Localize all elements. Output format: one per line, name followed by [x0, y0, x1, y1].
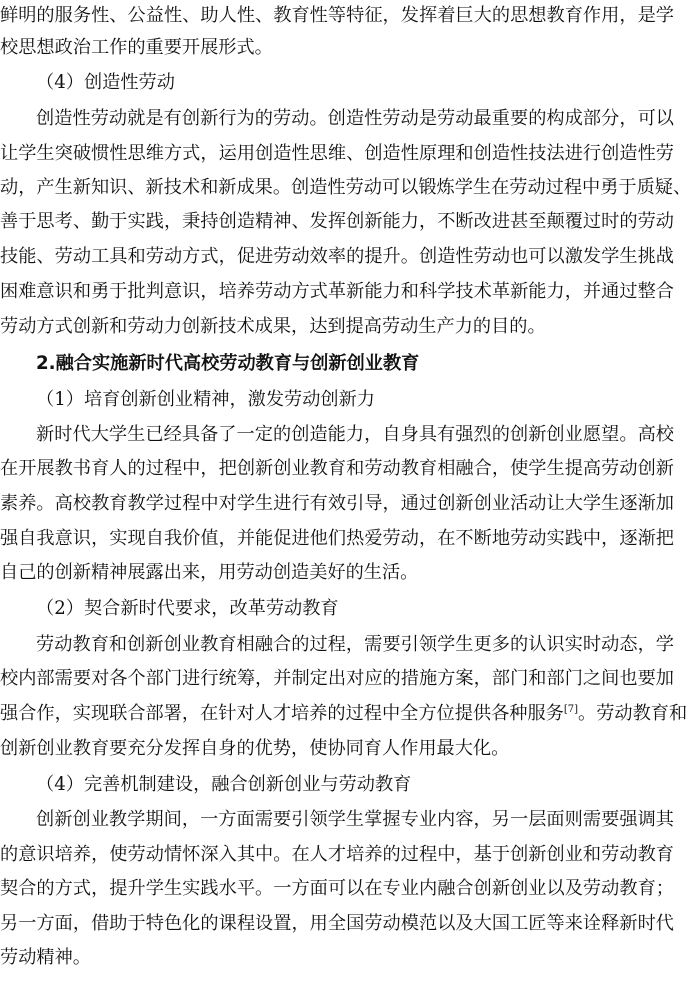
paragraph-line: 在开展教书育人的过程中，把创新创业教育和劳动教育相融合，使学生提高劳动创新 — [0, 458, 674, 479]
paragraph-line: 素养。高校教育教学过程中对学生进行有效引导，通过创新创业活动让大学生逐渐加 — [0, 493, 674, 514]
paragraph-line: 劳动方式创新和劳动力创新技术成果，达到提高劳动生产力的目的。 — [0, 316, 546, 337]
paragraph-line: 劳动精神。 — [0, 947, 91, 968]
paragraph-line: 劳动教育和创新创业教育相融合的过程，需要引领学生更多的认识实时动态，学 — [36, 634, 674, 655]
paragraph-line: 新时代大学生已经具备了一定的创造能力，自身具有强烈的创新创业愿望。高校 — [36, 424, 674, 445]
paragraph-line: 契合的方式，提升学生实践水平。一方面可以在专业内融合创新创业以及劳动教育； — [0, 878, 674, 899]
paragraph-line: 善于思考、勤于实践，秉持创造精神、发挥创新能力，不断改进甚至颠覆过时的劳动 — [0, 211, 674, 232]
paragraph-line: 动，产生新知识、新技术和新成果。创造性劳动可以锻炼学生在劳动过程中勇于质疑、 — [0, 177, 691, 198]
paragraph-line: 自己的创新精神展露出来，用劳动创造美好的生活。 — [0, 562, 419, 583]
section-heading: （4）创造性劳动 — [36, 72, 175, 93]
line-text: 强合作，实现联合部署，在针对人才培养的过程中全方位提供各种服务 — [0, 703, 564, 724]
citation-marker: [7] — [563, 704, 578, 715]
paragraph-line-with-citation — [0, 697, 688, 731]
paragraph-line: 创新创业教学期间，一方面需要引领学生掌握专业内容，另一层面则需要强调其 — [36, 809, 674, 830]
section-heading-bold: 2.融合实施新时代高校劳动教育与创新创业教育 — [36, 353, 420, 374]
paragraph-line: 校思想政治工作的重要开展形式。 — [0, 37, 273, 58]
paragraph-line: 困难意识和勇于批判意识，培养劳动方式革新能力和科学技术革新能力，并通过整合 — [0, 281, 674, 302]
paragraph-line: 校内部需要对各个部门进行统筹，并制定出对应的措施方案，部门和部门之间也要加 — [0, 668, 674, 689]
paragraph-line: 创造性劳动就是有创新行为的劳动。创造性劳动是劳动最重要的构成部分，可以 — [36, 108, 674, 129]
paragraph-line: 另一方面，借助于特色化的课程设置，用全国劳动模范以及大国工匠等来诠释新时代 — [0, 913, 674, 934]
paragraph-line: 鲜明的服务性、公益性、助人性、教育性等特征，发挥着巨大的思想教育作用，是学 — [0, 5, 674, 26]
subsection-heading: （2）契合新时代要求，改革劳动教育 — [36, 598, 339, 619]
line-text: 。劳动教育和 — [578, 703, 688, 724]
subsection-heading: （1）培育创新创业精神，激发劳动创新力 — [36, 389, 375, 410]
paragraph-line: 的意识培养，使劳动情怀深入其中。在人才培养的过程中，基于创新创业和劳动教育 — [0, 844, 674, 865]
paragraph-line: 强自我意识，实现自我价值，并能促进他们热爱劳动，在不断地劳动实践中，逐渐把 — [0, 528, 674, 549]
paragraph-line: 让学生突破惯性思维方式，运用创造性思维、创造性原理和创造性技法进行创造性劳 — [0, 143, 674, 164]
paragraph-line: 创新创业教育要充分发挥自身的优势，使协同育人作用最大化。 — [0, 738, 510, 759]
paragraph-line: 技能、劳动工具和劳动方式，促进劳动效率的提升。创造性劳动也可以激发学生挑战 — [0, 246, 674, 267]
subsection-heading: （4）完善机制建设，融合创新创业与劳动教育 — [36, 774, 412, 795]
